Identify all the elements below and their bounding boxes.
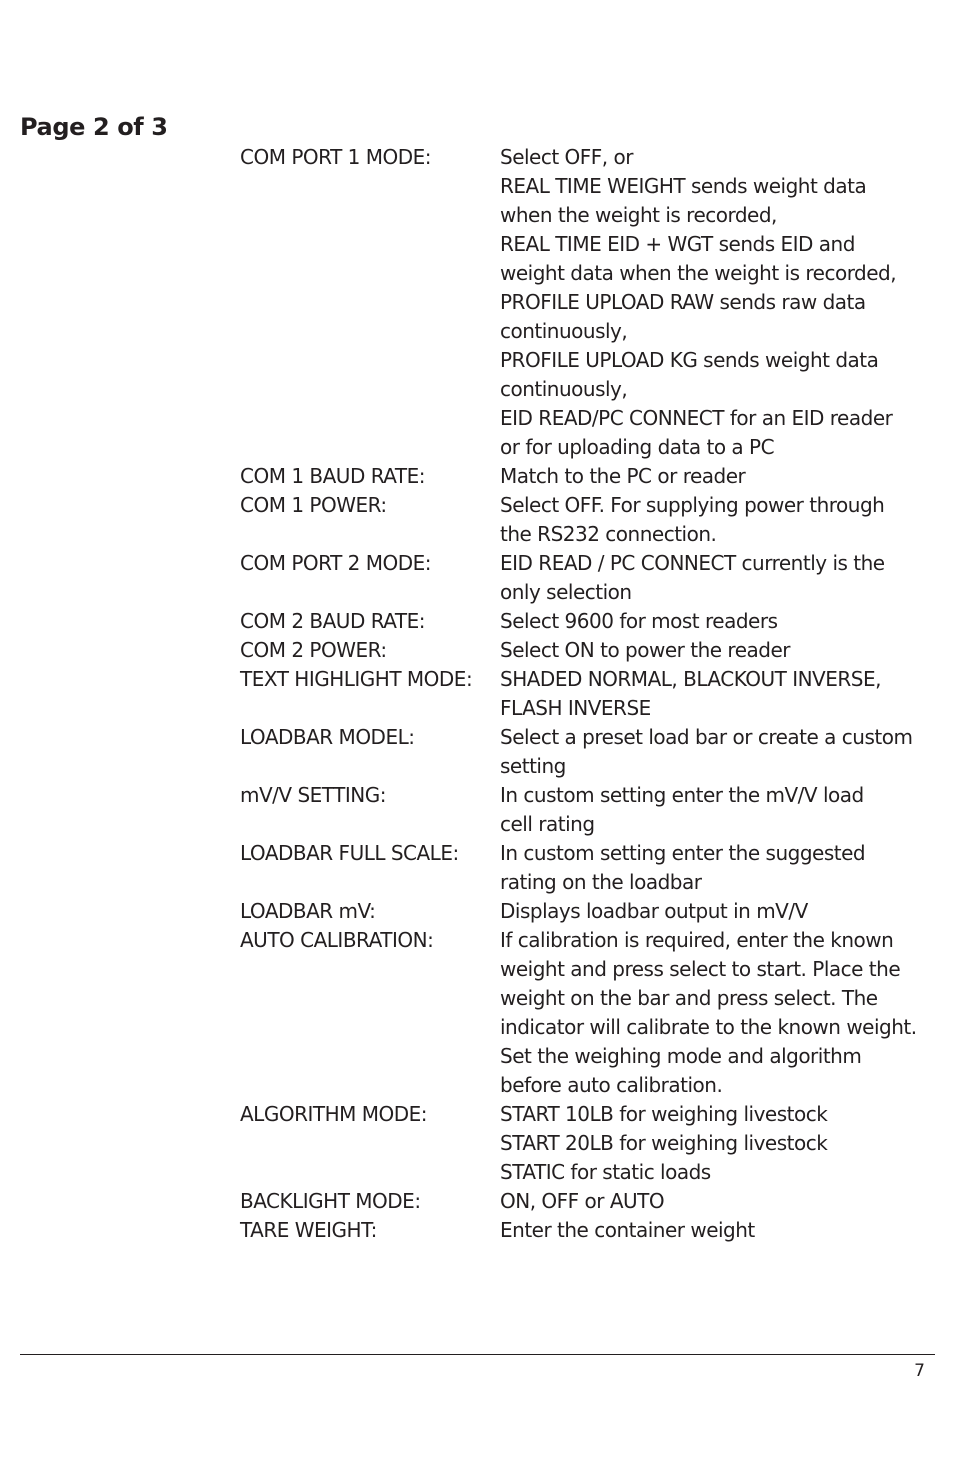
description-line: If calibration is required, enter the known [500, 928, 894, 952]
setting-label: COM 2 POWER: [240, 638, 387, 662]
description-line: Select OFF, or [500, 145, 633, 169]
setting-com-1-power [240, 491, 950, 549]
description-line: START 10LB for weighing livestock [500, 1102, 828, 1126]
setting-algorithm-mode [240, 1100, 950, 1187]
setting-description [500, 607, 950, 636]
description-line: Displays loadbar output in mV/V [500, 899, 808, 923]
setting-description [500, 491, 950, 549]
setting-description [500, 781, 950, 839]
page-heading: Page 2 of 3 [20, 113, 168, 141]
description-line: only selection [500, 580, 632, 604]
footer-divider [20, 1354, 935, 1355]
setting-description [500, 1187, 950, 1216]
description-line: or for uploading data to a PC [500, 435, 775, 459]
setting-com-port-2-mode [240, 549, 950, 607]
description-line: SHADED NORMAL, BLACKOUT INVERSE, [500, 667, 881, 691]
description-line: REAL TIME WEIGHT sends weight data [500, 174, 867, 198]
setting-label: AUTO CALIBRATION: [240, 928, 434, 952]
description-line: Select a preset load bar or create a custom [500, 725, 913, 749]
description-line: setting [500, 754, 566, 778]
description-line: Set the weighing mode and algorithm [500, 1044, 862, 1068]
setting-label: COM PORT 2 MODE: [240, 551, 431, 575]
setting-com-1-baud-rate [240, 462, 950, 491]
description-line: EID READ / PC CONNECT currently is the [500, 551, 885, 575]
setting-label: BACKLIGHT MODE: [240, 1189, 421, 1213]
description-line: STATIC for static loads [500, 1160, 711, 1184]
description-line: Select ON to power the reader [500, 638, 790, 662]
description-line: weight and press select to start. Place the [500, 957, 901, 981]
description-line: PROFILE UPLOAD RAW sends raw data [500, 290, 866, 314]
description-line: cell rating [500, 812, 595, 836]
description-line: REAL TIME EID + WGT sends EID and [500, 232, 855, 256]
setting-label: LOADBAR MODEL: [240, 725, 415, 749]
setting-backlight-mode [240, 1187, 950, 1216]
description-line: rating on the loadbar [500, 870, 702, 894]
setting-description [500, 897, 950, 926]
setting-loadbar-mv [240, 897, 950, 926]
setting-loadbar-model [240, 723, 950, 781]
description-line: In custom setting enter the mV/V load [500, 783, 864, 807]
description-line: Enter the container weight [500, 1218, 755, 1242]
setting-com-port-1-mode [240, 143, 950, 462]
setting-description [500, 665, 950, 723]
setting-label: mV/V SETTING: [240, 783, 386, 807]
description-line: EID READ/PC CONNECT for an EID reader [500, 406, 893, 430]
description-line: weight on the bar and press select. The [500, 986, 878, 1010]
page-number: 7 [914, 1361, 925, 1381]
setting-description [500, 143, 950, 462]
description-line: continuously, [500, 377, 628, 401]
setting-label: LOADBAR FULL SCALE: [240, 841, 459, 865]
setting-description [500, 462, 950, 491]
setting-com-2-baud-rate [240, 607, 950, 636]
setting-label: COM PORT 1 MODE: [240, 145, 431, 169]
description-line: indicator will calibrate to the known weight. [500, 1015, 917, 1039]
setting-description [500, 1100, 950, 1187]
description-line: PROFILE UPLOAD KG sends weight data [500, 348, 879, 372]
setting-description [500, 926, 950, 1100]
description-line: ON, OFF or AUTO [500, 1189, 665, 1213]
setting-label: TARE WEIGHT: [240, 1218, 377, 1242]
description-line: Match to the PC or reader [500, 464, 746, 488]
setting-description [500, 549, 950, 607]
setting-loadbar-full-scale [240, 839, 950, 897]
setting-label: COM 1 POWER: [240, 493, 387, 517]
settings-list [240, 143, 950, 1245]
description-line: the RS232 connection. [500, 522, 717, 546]
setting-auto-calibration [240, 926, 950, 1100]
setting-text-highlight-mode [240, 665, 950, 723]
description-line: continuously, [500, 319, 628, 343]
setting-description [500, 1216, 950, 1245]
description-line: weight data when the weight is recorded, [500, 261, 897, 285]
setting-description [500, 839, 950, 897]
setting-description [500, 636, 950, 665]
setting-description [500, 723, 950, 781]
setting-label: LOADBAR mV: [240, 899, 376, 923]
description-line: Select 9600 for most readers [500, 609, 778, 633]
description-line: before auto calibration. [500, 1073, 723, 1097]
setting-label: TEXT HIGHLIGHT MODE: [240, 667, 473, 691]
setting-label: ALGORITHM MODE: [240, 1102, 428, 1126]
setting-label: COM 1 BAUD RATE: [240, 464, 426, 488]
description-line: FLASH INVERSE [500, 696, 651, 720]
description-line: Select OFF. For supplying power through [500, 493, 885, 517]
setting-com-2-power [240, 636, 950, 665]
setting-label: COM 2 BAUD RATE: [240, 609, 426, 633]
description-line: when the weight is recorded, [500, 203, 777, 227]
description-line: START 20LB for weighing livestock [500, 1131, 828, 1155]
setting-mv-v-setting [240, 781, 950, 839]
description-line: In custom setting enter the suggested [500, 841, 866, 865]
setting-tare-weight [240, 1216, 950, 1245]
